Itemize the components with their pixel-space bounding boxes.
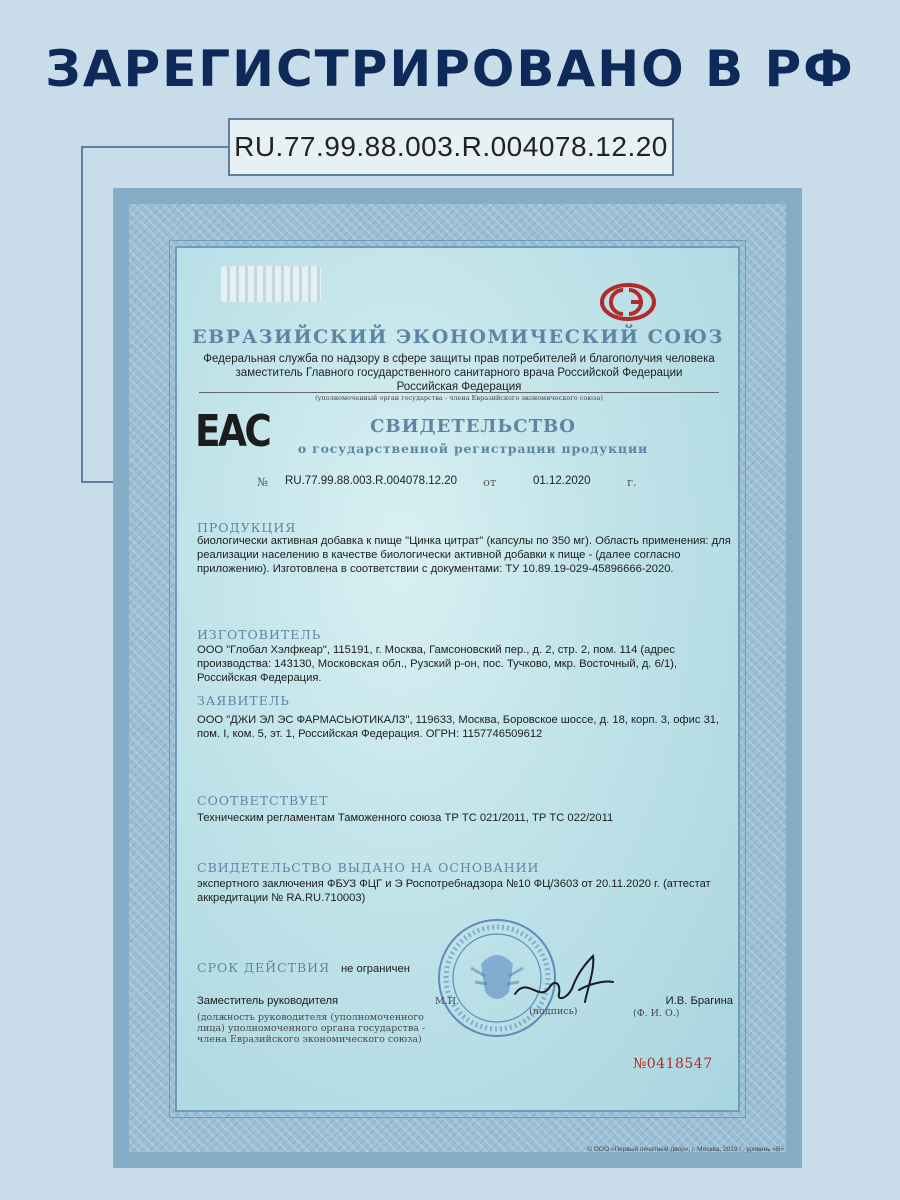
document-title: СВИДЕТЕЛЬСТВО	[370, 416, 576, 437]
page-headline: ЗАРЕГИСТРИРОВАНО В РФ	[45, 40, 855, 98]
signatory-position: Заместитель руководителя	[197, 995, 339, 1007]
manufacturer-text: ООО "Глобал Хэлфкеар", 115191, г. Москва, Гамсоновский пер., д. 2, стр. 2, пом. 114 (адрес производства: 143130, Московская обл., Рузский р-он, пос. Тучково, мкр. Восточный, д. 6/1), Российская Федерация.	[197, 644, 678, 684]
product-heading: ПРОДУКЦИЯ	[197, 520, 297, 535]
agency-line: заместитель Главного государственного санитарного врача Российской Федерации	[235, 367, 683, 379]
hologram-icon	[221, 266, 321, 302]
agency-line: Российская Федерация	[396, 381, 522, 393]
position-note: (должность руководителя (уполномоченного лица) уполномоченного органа государства - члена Евразийского экономического союза)	[197, 1012, 426, 1045]
union-title: ЕВРАЗИЙСКИЙ ЭКОНОМИЧЕСКИЙ СОЮЗ	[192, 326, 724, 348]
printer-note: © ООО «Первый печатный двор», г. Москва, 2019 г., уровень «В»	[587, 1146, 784, 1153]
sanitary-authority-logo-icon	[599, 282, 657, 322]
manufacturer-heading: ИЗГОТОВИТЕЛЬ	[197, 627, 322, 642]
agency-note: (уполномоченный орган государства - члена Евразийского экономического союза)	[199, 392, 719, 402]
signature-label: (подпись)	[529, 1006, 578, 1017]
certificate-date: 01.12.2020	[533, 475, 591, 487]
applicant-heading: ЗАЯВИТЕЛЬ	[197, 693, 290, 708]
registration-number-box: RU.77.99.88.003.R.004078.12.20	[228, 118, 674, 176]
agency-line: Федеральная служба по надзору в сфере защиты прав потребителей и благополучия человека	[203, 353, 715, 365]
product-text: биологически активная добавка к пище "Цинка цитрат" (капсулы по 350 мг). Область применения: для реализации населению в качестве биологически активной добавки к пище - (далее согласно приложению). Изготовлена в соответствии с документами: ТУ 10.89.19-029-45896666-2020.	[197, 535, 731, 575]
mp-label: М.П.	[435, 996, 460, 1007]
document-subtitle: о государственной регистрации продукции	[297, 441, 649, 456]
certificate-number: RU.77.99.88.003.R.004078.12.20	[285, 475, 457, 487]
conforms-text: Техническим регламентам Таможенного союза ТР ТС 021/2011, ТР ТС 022/2011	[197, 812, 614, 824]
validity-value: не ограничен	[341, 963, 410, 975]
applicant-text: ООО "ДЖИ ЭЛ ЭС ФАРМАСЬЮТИКАЛЗ", 119633, Москва, Боровское шоссе, д. 18, корп. 3, офис 31, пом. I, ком. 5, эт. 1, Российская Федерация. ОГРН: 1157746509612	[197, 714, 720, 740]
basis-text: экспертного заключения ФБУЗ ФЦГ и Э Роспотребнадзора №10 ФЦ/3603 от 20.11.2020 г. (аттестат аккредитации № RA.RU.710003)	[197, 878, 711, 904]
year-suffix: г.	[627, 475, 637, 489]
fio-label: (Ф. И. О.)	[633, 1008, 680, 1019]
signatory-name: И.В. Брагина	[665, 995, 733, 1007]
basis-heading: СВИДЕТЕЛЬСТВО ВЫДАНО НА ОСНОВАНИИ	[197, 860, 540, 875]
signature-icon	[509, 950, 619, 1010]
serial-number: №0418547	[633, 1056, 713, 1072]
eac-mark-icon: ЕАС	[195, 406, 270, 457]
date-from-label: от	[483, 475, 497, 489]
certificate	[113, 188, 802, 1168]
conforms-heading: СООТВЕТСТВУЕТ	[197, 793, 329, 808]
number-label: №	[257, 475, 268, 489]
issuing-agency	[189, 352, 729, 394]
validity-heading: СРОК ДЕЙСТВИЯ	[197, 960, 331, 975]
